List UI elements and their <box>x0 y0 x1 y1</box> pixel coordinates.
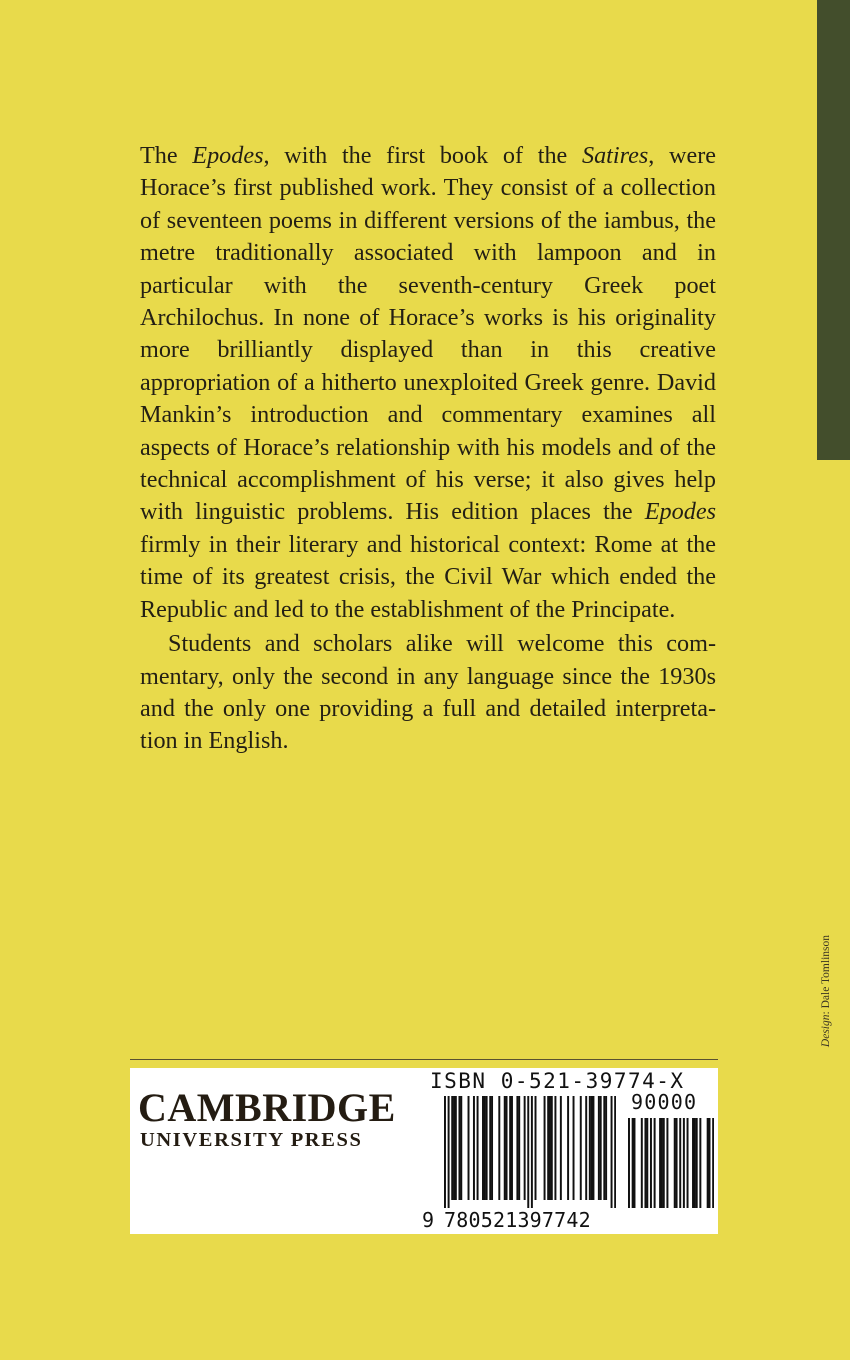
barcode-bar <box>489 1096 491 1200</box>
isbn-label: ISBN 0-521-39774-X <box>430 1069 685 1093</box>
barcode-bar <box>498 1096 500 1200</box>
publisher-barcode-panel <box>130 1068 718 1234</box>
ean-first-digit: 9 <box>422 1208 435 1232</box>
barcode-bar <box>600 1096 602 1200</box>
barcode-bar <box>591 1096 593 1200</box>
barcode-bar <box>644 1118 646 1208</box>
barcode-bar <box>458 1096 460 1200</box>
blurb-text: , were Horace’s first published work. They consist of a collection of seventeen poems in different versions of the iambus, the metre traditionally associated with lampoon and in particular with the seventh-century Greek poet Archilochus. In none of Horace’s works is his originality more brilliantly displayed than in this creative appropriation of a hitherto unexploited Greek genre. David Mankin’s introduction and commentary examines all aspects of Horace’s relationship with his models and of the technical accomplishment of his verse; it also gives help with linguistic problems. His edition places the <box>140 142 716 526</box>
barcode-bar <box>524 1096 526 1200</box>
barcode-bar <box>544 1096 546 1200</box>
blurb-text: , with the first book of the <box>263 142 582 169</box>
barcode-bar <box>473 1096 475 1200</box>
barcode-bar <box>712 1118 714 1208</box>
barcode-bar <box>491 1096 493 1200</box>
design-credit <box>820 935 832 1047</box>
barcode-bar <box>611 1096 613 1208</box>
barcode-bar <box>614 1096 616 1208</box>
barcode-bar <box>527 1096 529 1208</box>
barcode-bar <box>547 1096 549 1200</box>
barcode-bar <box>554 1096 556 1200</box>
spine-band <box>817 0 850 460</box>
barcode-bar <box>603 1096 605 1200</box>
barcode-bar <box>531 1096 533 1208</box>
barcode-bar <box>699 1118 701 1208</box>
barcode-bar <box>632 1118 634 1208</box>
barcode-bar <box>504 1096 506 1200</box>
barcode-bar <box>511 1096 513 1200</box>
blurb-paragraph-2 <box>140 628 716 758</box>
italic-title: Satires <box>581 142 649 169</box>
ean-digits: 780521397742 <box>444 1208 591 1232</box>
divider-rule <box>130 1059 718 1060</box>
blurb-text: firmly in their literary and historical context: Rome at the time of its greatest crisis, the Civil War which ended the Republic and led to the establishment of the Principate. <box>140 530 716 623</box>
publisher-logo-subtitle: UNIVERSITY PRESS <box>140 1129 363 1151</box>
barcode-bar <box>477 1096 479 1200</box>
barcode-bar <box>692 1118 694 1208</box>
barcode-bar <box>666 1118 668 1208</box>
barcode-bar <box>484 1096 486 1200</box>
addon-digits: 90000 <box>631 1090 698 1114</box>
barcode-bar <box>567 1096 569 1200</box>
barcode-bar <box>696 1118 698 1208</box>
barcode-bar <box>535 1096 537 1200</box>
italic-title: Epodes <box>644 498 716 526</box>
barcode-bar <box>585 1096 587 1200</box>
barcode-bar <box>549 1096 551 1200</box>
barcode-bar <box>580 1096 582 1200</box>
barcode-bar <box>551 1096 553 1200</box>
barcode-bar <box>516 1096 518 1200</box>
barcode-bar <box>560 1096 562 1200</box>
barcode-bar <box>460 1096 462 1200</box>
blurb-text: Students and scholars alike will welcome this commentary, only the second in any language since the 1930s and the only one providing a full and detailed interpretation in English. <box>140 630 716 755</box>
barcode-bar <box>674 1118 676 1208</box>
barcode-bar <box>573 1096 575 1200</box>
barcode-bar <box>687 1118 689 1208</box>
barcode-bar <box>707 1118 709 1208</box>
barcode-bar <box>453 1096 455 1200</box>
ean-barcode-icon <box>444 1096 616 1208</box>
barcode-bar <box>659 1118 661 1208</box>
barcode-bar <box>646 1118 648 1208</box>
addon-barcode-icon <box>628 1118 714 1208</box>
italic-title: Epodes <box>192 142 264 169</box>
barcode-bar <box>455 1096 457 1200</box>
barcode-bar <box>589 1096 591 1200</box>
barcode-bar <box>661 1118 663 1208</box>
barcode-bar <box>444 1096 446 1208</box>
design-credit-name: : Dale Tomlinson <box>820 935 832 1015</box>
barcode-bar <box>598 1096 600 1200</box>
blurb-paragraph-1 <box>140 140 716 626</box>
barcode-bar <box>506 1096 508 1200</box>
barcode-bar <box>509 1096 511 1200</box>
barcode-bar <box>486 1096 488 1200</box>
barcode-bar <box>694 1118 696 1208</box>
barcode-bar <box>679 1118 681 1208</box>
barcode-bar <box>641 1118 643 1208</box>
design-credit-label: Design <box>820 1014 832 1048</box>
barcode-bar <box>592 1096 594 1200</box>
barcode-bar <box>518 1096 520 1200</box>
barcode-bar <box>663 1118 665 1208</box>
back-cover-blurb <box>140 140 716 758</box>
barcode-bar <box>633 1118 635 1208</box>
barcode-bar <box>654 1118 656 1208</box>
barcode-bar <box>451 1096 453 1200</box>
barcode-bar <box>676 1118 678 1208</box>
barcode-bar <box>468 1096 470 1200</box>
publisher-logo-name: CAMBRIDGE <box>138 1085 396 1130</box>
barcode-bar <box>709 1118 711 1208</box>
barcode-bar <box>605 1096 607 1200</box>
barcode-bar <box>650 1118 652 1208</box>
barcode-bar <box>628 1118 630 1208</box>
barcode-bar <box>482 1096 484 1200</box>
barcode-bar <box>448 1096 450 1208</box>
blurb-text: The <box>140 142 193 169</box>
barcode-bar <box>683 1118 685 1208</box>
